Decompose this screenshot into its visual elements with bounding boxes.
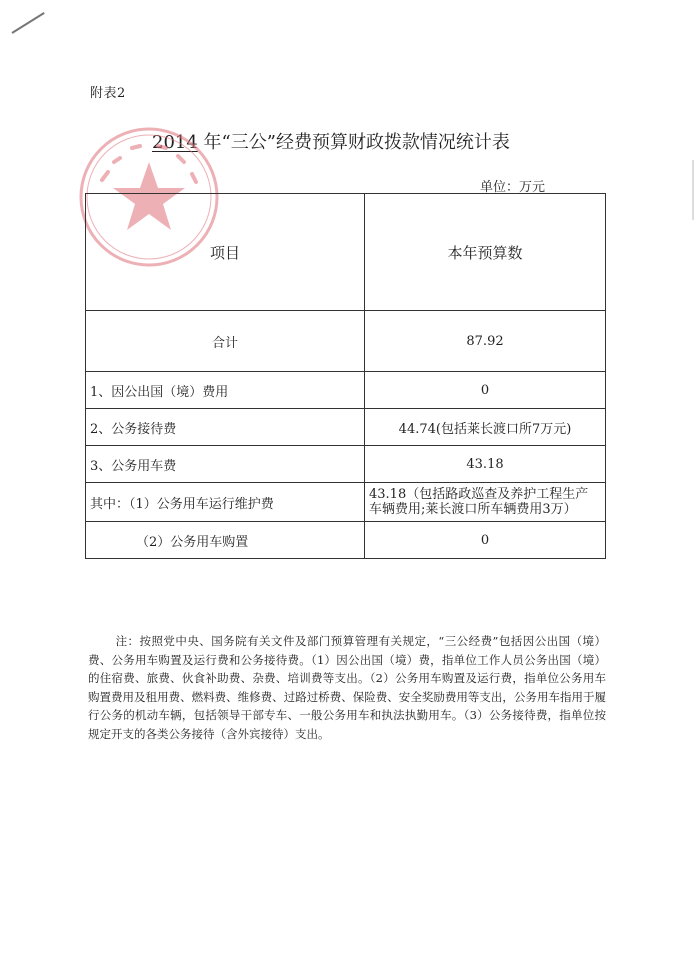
- table-row: [86, 372, 606, 409]
- document-title: [152, 128, 510, 154]
- row-item-label: 2、公务接待费: [86, 409, 365, 446]
- row-item-label: （2）公务用车购置: [86, 522, 365, 559]
- title-year: 2014: [152, 132, 198, 153]
- header-budget: 本年预算数: [365, 194, 606, 311]
- table-header-row: [86, 194, 606, 311]
- budget-table: [85, 193, 606, 559]
- row-value: 0: [365, 372, 606, 409]
- unit-label: 单位：万元: [480, 180, 546, 195]
- table-row: [86, 311, 606, 372]
- scan-edge-mark: [692, 160, 694, 220]
- title-text: 年“三公”经费预算财政拨款情况统计表: [197, 132, 510, 153]
- table-row: [86, 483, 606, 522]
- row-value: 0: [365, 522, 606, 559]
- row-value: 44.74(包括莱长渡口所7万元): [365, 409, 606, 446]
- table-row: [86, 446, 606, 483]
- row-value: 43.18（包括路政巡查及养护工程生产车辆费用;莱长渡口所车辆费用3万）: [365, 483, 606, 522]
- header-item: 项目: [86, 194, 365, 311]
- row-value: 87.92: [365, 311, 606, 372]
- table-row: [86, 522, 606, 559]
- row-item-label: 1、因公出国（境）费用: [86, 372, 365, 409]
- scan-mark: [11, 12, 44, 34]
- footnote: 注：按照党中央、国务院有关文件及部门预算管理有关规定，“三公经费”包括因公出国（境）费、公务用车购置及运行费和公务接待费。（1）因公出国（境）费，指单位工作人员公务出国（境）的住宿费、旅费、伙食补助费、杂费、培训费等支出。（2）公务用车购置及运行费，指单位公务用车购置费用及租用费、燃料费、维修费、过路过桥费、保险费、安全奖励费用等支出，公务用车指用于履行公务的机动车辆，包括领导干部专车、一般公务用车和执法执勤用车。（3）公务接待费，指单位按规定开支的各类公务接待（含外宾接待）支出。: [88, 634, 606, 741]
- row-item-label: 3、公务用车费: [86, 446, 365, 483]
- attachment-label: 附表2: [90, 86, 126, 101]
- row-item-label: 其中：（1）公务用车运行维护费: [86, 483, 365, 522]
- row-value: 43.18: [365, 446, 606, 483]
- table-row: [86, 409, 606, 446]
- row-item-label: 合计: [86, 311, 365, 372]
